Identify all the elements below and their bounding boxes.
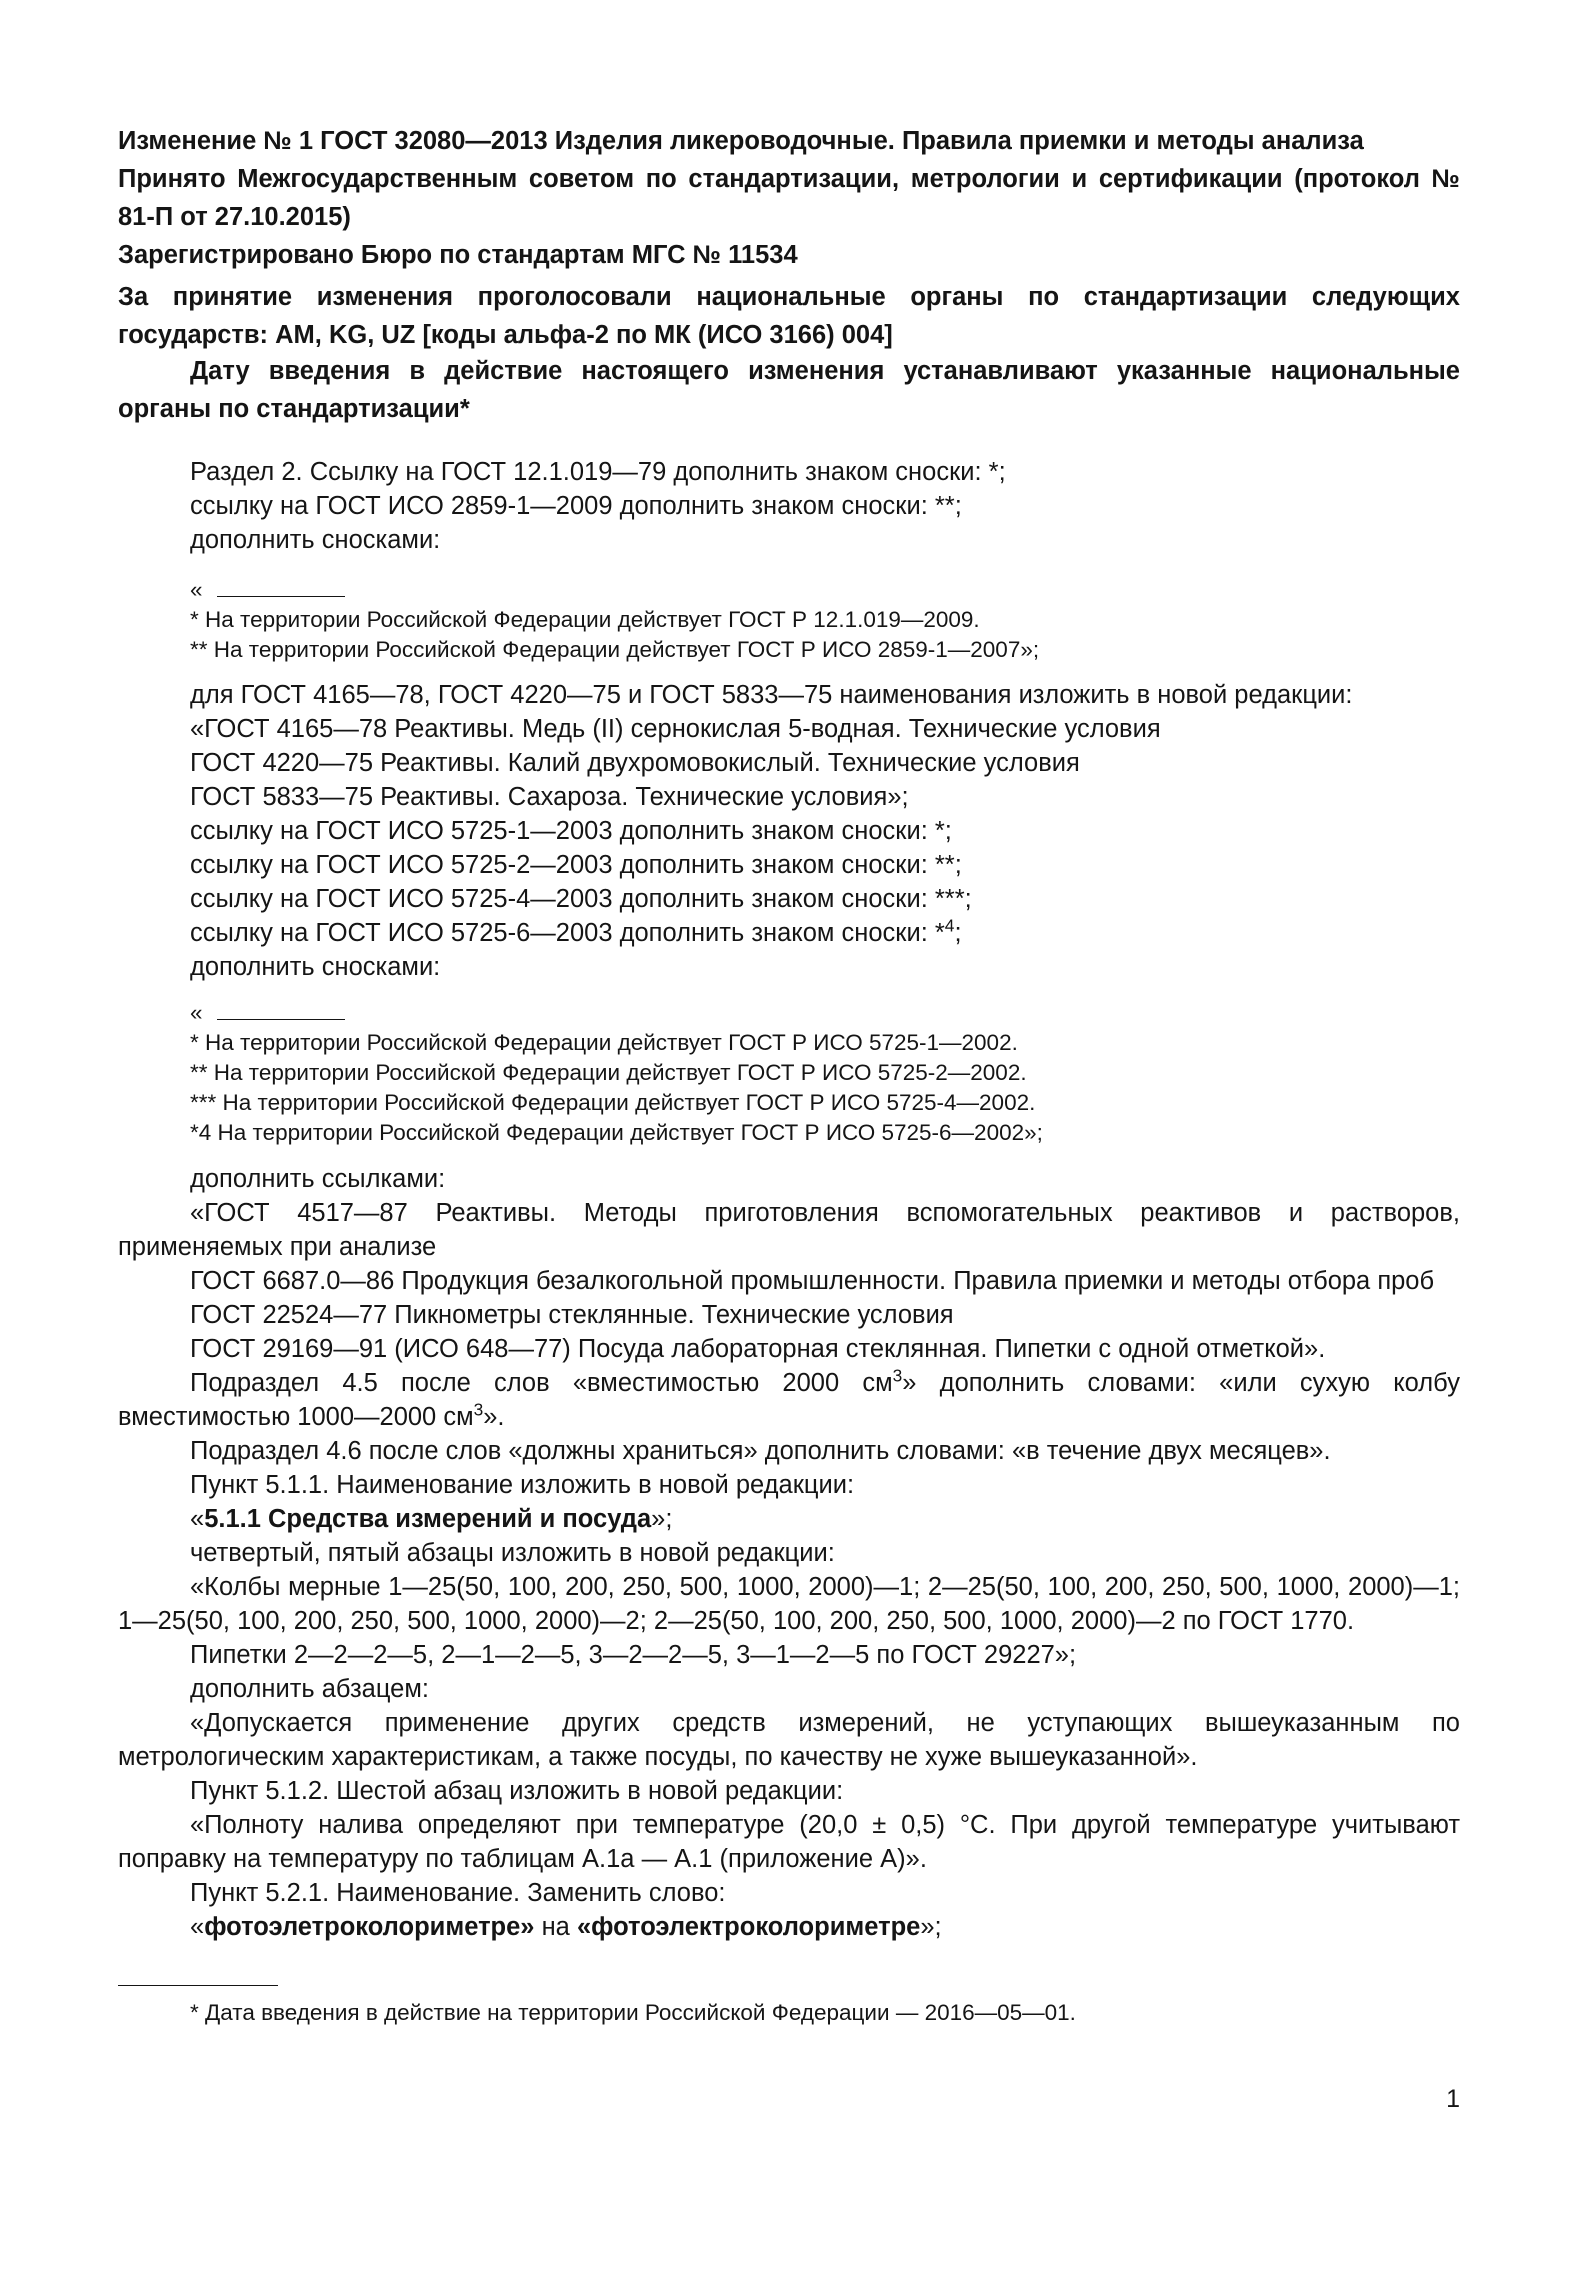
- body-line: ГОСТ 29169—91 (ИСО 648—77) Посуда лабораторная стеклянная. Пипетки с одной отметкой».: [190, 1335, 1326, 1363]
- section-2-line: Раздел 2. Ссылку на ГОСТ 12.1.019—79 дополнить знаком сноски: *;: [190, 458, 1006, 486]
- quote-open-line: [190, 575, 1460, 605]
- names-line: ГОСТ 4220—75 Реактивы. Калий двухромовокислый. Технические условия: [190, 749, 1080, 777]
- footnote-separator: [118, 1985, 278, 1986]
- quote-mark: «: [190, 1000, 203, 1025]
- body-line: «фотоэлетроколориметре» на «фотоэлектроколориметре»;: [190, 1913, 942, 1941]
- replaced-word-new: «фотоэлектроколориметре: [576, 1913, 921, 1941]
- body-line: Подраздел 4.5 после слов «вместимостью 2000 $см^3$» дополнить словами: «или сухую колбу вместимостью 1000—2000 $см^3$».: [118, 1365, 1460, 1431]
- voting-note: За принятие изменения проголосовали национальные органы по стандартизации следующих государств: AM, KG, UZ [коды альфа-2 по МК (ИСО 3166) 004]: [118, 283, 1460, 349]
- body-line: ГОСТ 6687.0—86 Продукция безалкогольной промышленности. Правила приемки и методы отбора проб: [190, 1267, 1435, 1295]
- names-line: ссылку на ГОСТ ИСО 5725-6—2003 дополнить знаком сноски: *$^4$;: [190, 915, 962, 947]
- names-line: дополнить сносками:: [190, 953, 441, 981]
- quote-mark: «: [190, 577, 203, 602]
- body-line: «Полноту налива определяют при температуре (20,0 ± 0,5) °С. При другой температуре учитывают поправку на температуру по таблицам А.1а — А.1 (приложение А)».: [118, 1811, 1460, 1873]
- effective-date-note: Дату введения в действие настоящего изменения устанавливают указанные национальные органы по стандартизации*: [118, 357, 1460, 423]
- body-line: Пипетки 2—2—2—5, 2—1—2—5, 3—2—2—5, 3—1—2—5 по ГОСТ 29227»;: [190, 1641, 1077, 1669]
- footnote-item: ** На территории Российской Федерации действует ГОСТ Р ИСО 2859-1—2007»;: [190, 637, 1040, 662]
- page-footnote: * Дата введения в действие на территории Российской Федерации — 2016—05—01.: [190, 2000, 1076, 2025]
- footnote-rule: [217, 1001, 345, 1020]
- footnote-item: * На территории Российской Федерации действует ГОСТ Р 12.1.019—2009.: [190, 607, 980, 632]
- footnote-item: *** На территории Российской Федерации действует ГОСТ Р ИСО 5725-4—2002.: [190, 1090, 1036, 1115]
- body-line: дополнить абзацем:: [190, 1675, 429, 1703]
- replaced-word-old: фотоэлетроколориметре»: [204, 1913, 535, 1941]
- footnote-item: ** На территории Российской Федерации действует ГОСТ Р ИСО 5725-2—2002.: [190, 1060, 1027, 1085]
- footnotes-block-2: [118, 998, 1460, 1148]
- document-title: Изменение № 1 ГОСТ 32080—2013 Изделия ликероводочные. Правила приемки и методы анализа: [118, 127, 1364, 155]
- page-number: 1: [1446, 2085, 1460, 2113]
- section-2-line: дополнить сносками:: [190, 526, 441, 554]
- body-line: четвертый, пятый абзацы изложить в новой редакции:: [190, 1539, 835, 1567]
- footnotes-block-1: [118, 575, 1460, 665]
- body-line: ГОСТ 22524—77 Пикнометры стеклянные. Технические условия: [190, 1301, 954, 1329]
- body-line: «Колбы мерные 1—25(50, 100, 200, 250, 500, 1000, 2000)—1; 2—25(50, 100, 200, 250, 500, 1000, 2000)—1; 1—25(50, 100, 200, 250, 500, 1000, 2000)—2; 2—25(50, 100, 200, 250, 500, 1000, 2000)—2 по ГОСТ 1770.: [118, 1573, 1460, 1635]
- section-2-changes: [118, 455, 1460, 557]
- body-line: Пункт 5.1.2. Шестой абзац изложить в новой редакции:: [190, 1777, 844, 1805]
- adoption-note: Принято Межгосударственным советом по стандартизации, метрологии и сертификации (протокол № 81-П от 27.10.2015): [118, 165, 1460, 231]
- body-line: «Допускается применение других средств измерений, не уступающих вышеуказанным по метрологическим характеристикам, а также посуды, по качеству не хуже вышеуказанной».: [118, 1709, 1460, 1771]
- section-2-line: ссылку на ГОСТ ИСО 2859-1—2009 дополнить знаком сноски: **;: [190, 492, 962, 520]
- footnote-item: * На территории Российской Федерации действует ГОСТ Р ИСО 5725-1—2002.: [190, 1030, 1018, 1055]
- names-line: ссылку на ГОСТ ИСО 5725-2—2003 дополнить знаком сноски: **;: [190, 851, 962, 879]
- body-line: «ГОСТ 4517—87 Реактивы. Методы приготовления вспомогательных реактивов и растворов, применяемых при анализе: [118, 1199, 1460, 1261]
- body-line: Пункт 5.1.1. Наименование изложить в новой редакции:: [190, 1471, 855, 1499]
- names-line: ссылку на ГОСТ ИСО 5725-4—2003 дополнить знаком сноски: ***;: [190, 885, 972, 913]
- names-changes: [118, 678, 1460, 984]
- quote-open-line: [190, 998, 1460, 1028]
- footnote-item: *4 На территории Российской Федерации действует ГОСТ Р ИСО 5725-6—2002»;: [190, 1120, 1043, 1145]
- clause-title: 5.1.1 Средства измерений и посуда: [204, 1505, 652, 1533]
- body-line: Пункт 5.2.1. Наименование. Заменить слово:: [190, 1879, 726, 1907]
- body-changes: [118, 1162, 1460, 1944]
- body-line: дополнить ссылками:: [190, 1165, 446, 1193]
- names-line: для ГОСТ 4165—78, ГОСТ 4220—75 и ГОСТ 5833—75 наименования изложить в новой редакции:: [190, 681, 1353, 709]
- footnote-rule: [217, 578, 345, 597]
- names-line: ссылку на ГОСТ ИСО 5725-1—2003 дополнить знаком сноски: *;: [190, 817, 952, 845]
- body-line: Подраздел 4.6 после слов «должны храниться» дополнить словами: «в течение двух месяцев».: [190, 1437, 1331, 1465]
- names-line: «ГОСТ 4165—78 Реактивы. Медь (II) сернокислая 5-водная. Технические условия: [190, 715, 1161, 743]
- names-line: ГОСТ 5833—75 Реактивы. Сахароза. Технические условия»;: [190, 783, 909, 811]
- registration-note: Зарегистрировано Бюро по стандартам МГС № 11534: [118, 241, 798, 269]
- body-line: «5.1.1 Средства измерений и посуда»;: [190, 1505, 673, 1533]
